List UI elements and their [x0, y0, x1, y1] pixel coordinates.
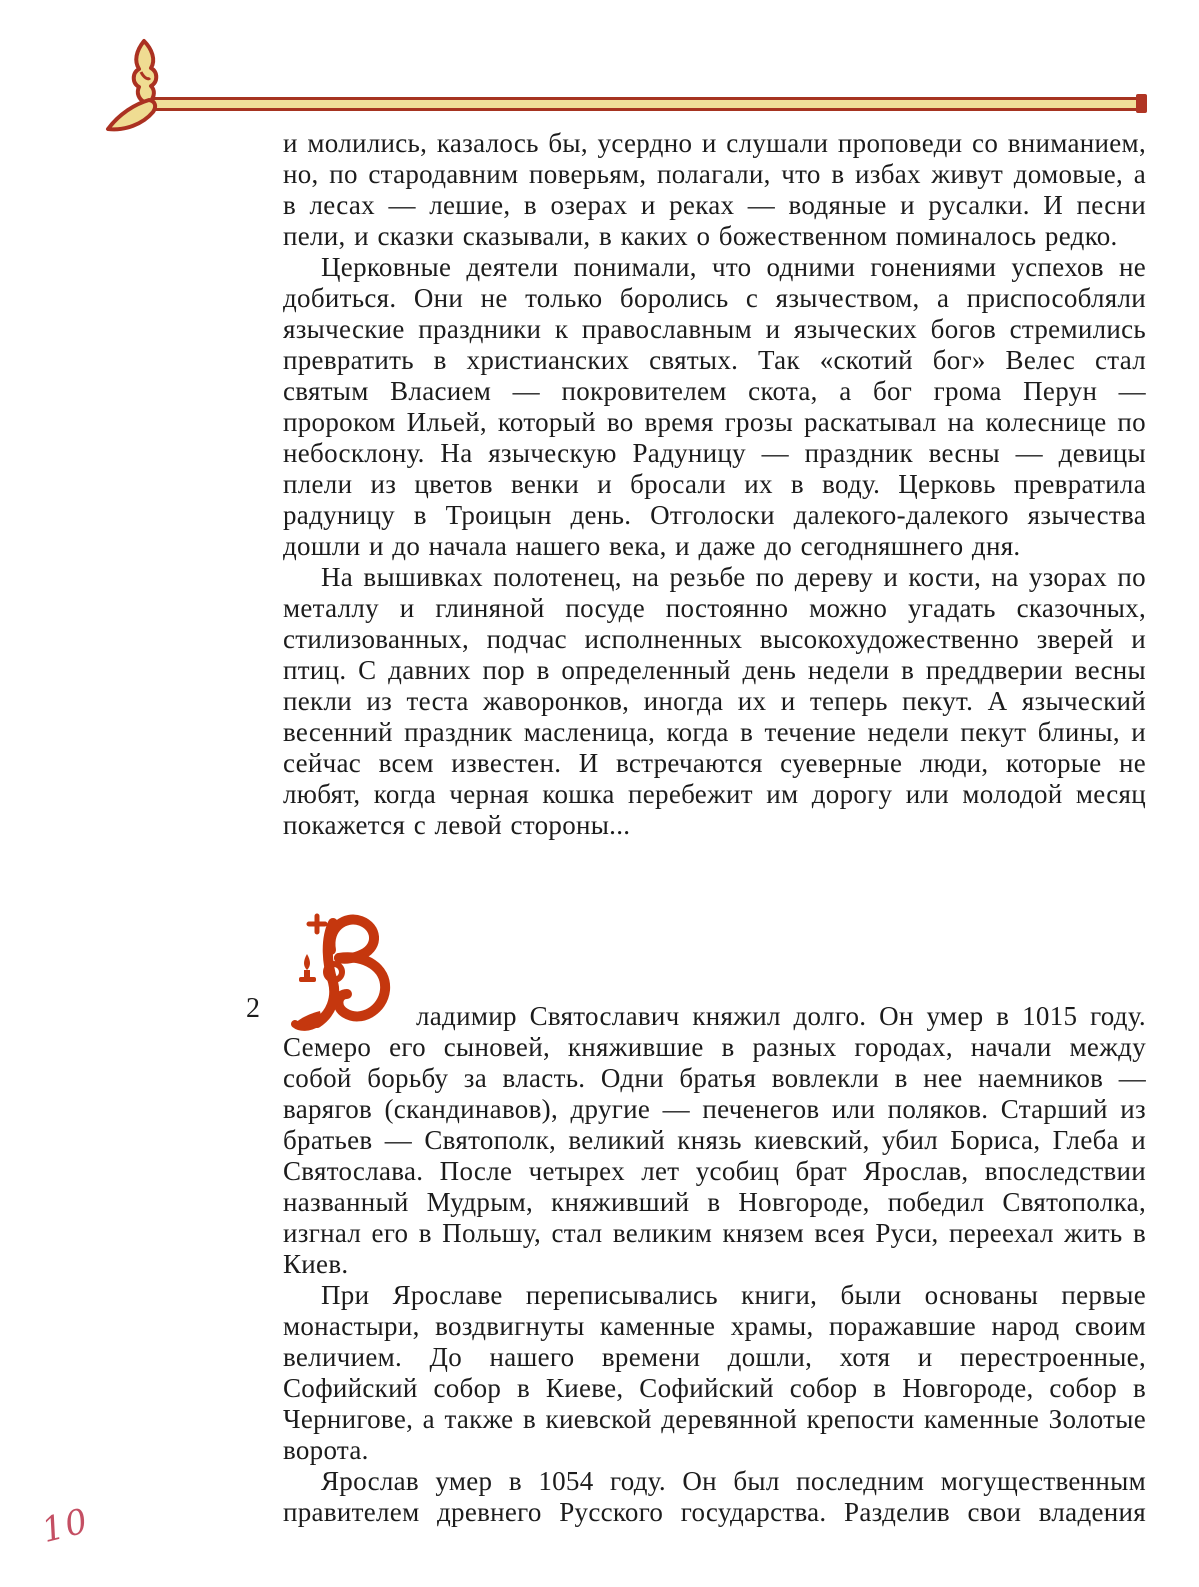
- text-column-top: [283, 128, 1146, 841]
- body-paragraph: Ярослав умер в 1054 году. Он был последним могущественным правителем древнего Русского государства. Разделив свои владения: [283, 1466, 1146, 1527]
- header-rule-endcap: [1136, 94, 1147, 113]
- text-column-bottom: [283, 1001, 1146, 1528]
- body-paragraph: Церковные деятели понимали, что одними гонениями успехов не добиться. Они не только боролись с язычеством, а приспособляли языческие праздники к православным и языческих богов стремились превратить в христианских святых. Так «скотий бог» Велес стал святым Власием — покровителем скота, а бог грома Перун — пророком Ильей, который во время грозы раскатывал на колеснице по небосклону. На языческую Радуницу — праздник весны — девицы плели из цветов венки и бросали их в воду. Церковь превратила радуницу в Троицын день. Отголоски далекого-далекого язычества дошли и до начала нашего века, и даже до сегодняшнего дня.: [283, 252, 1146, 561]
- header-rule: [150, 97, 1140, 111]
- body-paragraph: и молились, казалось бы, усердно и слушали проповеди со вниманием, но, по стародавним поверьям, полагали, что в избах живут домовые, а в лесах — лешие, в озерах и реках — водяные и русалки. И песни пели, и сказки сказывали, в каких о божественном поминалось редко.: [283, 128, 1146, 251]
- body-paragraph: ладимир Святославич княжил долго. Он умер в 1015 году. Семеро его сыновей, княжившие в разных городах, начали между собой борьбу за власть. Одни братья вовлекли в нее наемников — варягов (скандинавов), другие — печенегов или поляков. Старший из братьев — Святополк, великий князь киевский, убил Бориса, Глеба и Святослава. После четырех лет усобиц брат Ярослав, впоследствии названный Мудрым, княживший в Новгороде, победил Святополка, изгнал его в Польшу, стал великим князем всея Руси, переехал жить в Киев.: [283, 1001, 1146, 1279]
- body-paragraph: При Ярославе переписывались книги, были основаны первые монастыри, воздвигнуты каменные храмы, поражавшие народ своим величием. До нашего времени дошли, хотя и перестроенные, Софийский собор в Киеве, Софийский собор в Новгороде, собор в Чернигове, а также в киевской деревянной крепости каменные Золотые ворота.: [283, 1280, 1146, 1465]
- body-paragraph: На вышивках полотенец, на резьбе по дереву и кости, на узорах по металлу и глиняной посуде постоянно можно угадать сказочных, стилизованных, подчас исполненных высокохудожественно зверей и птиц. С давних пор в определенный день недели в преддверии весны пекли из теста жаворонков, иногда их и теперь пекут. А языческий весенний праздник масленица, когда в течение недели пекут блины, и сейчас всем известен. И встречаются суеверные люди, которые не любят, когда черная кошка перебежит им дорогу или молодой месяц покажется с левой стороны...: [283, 562, 1146, 840]
- flame-finial-icon: [103, 38, 191, 138]
- handwritten-page-number: 10: [37, 1500, 94, 1552]
- section-number: 2: [246, 993, 260, 1024]
